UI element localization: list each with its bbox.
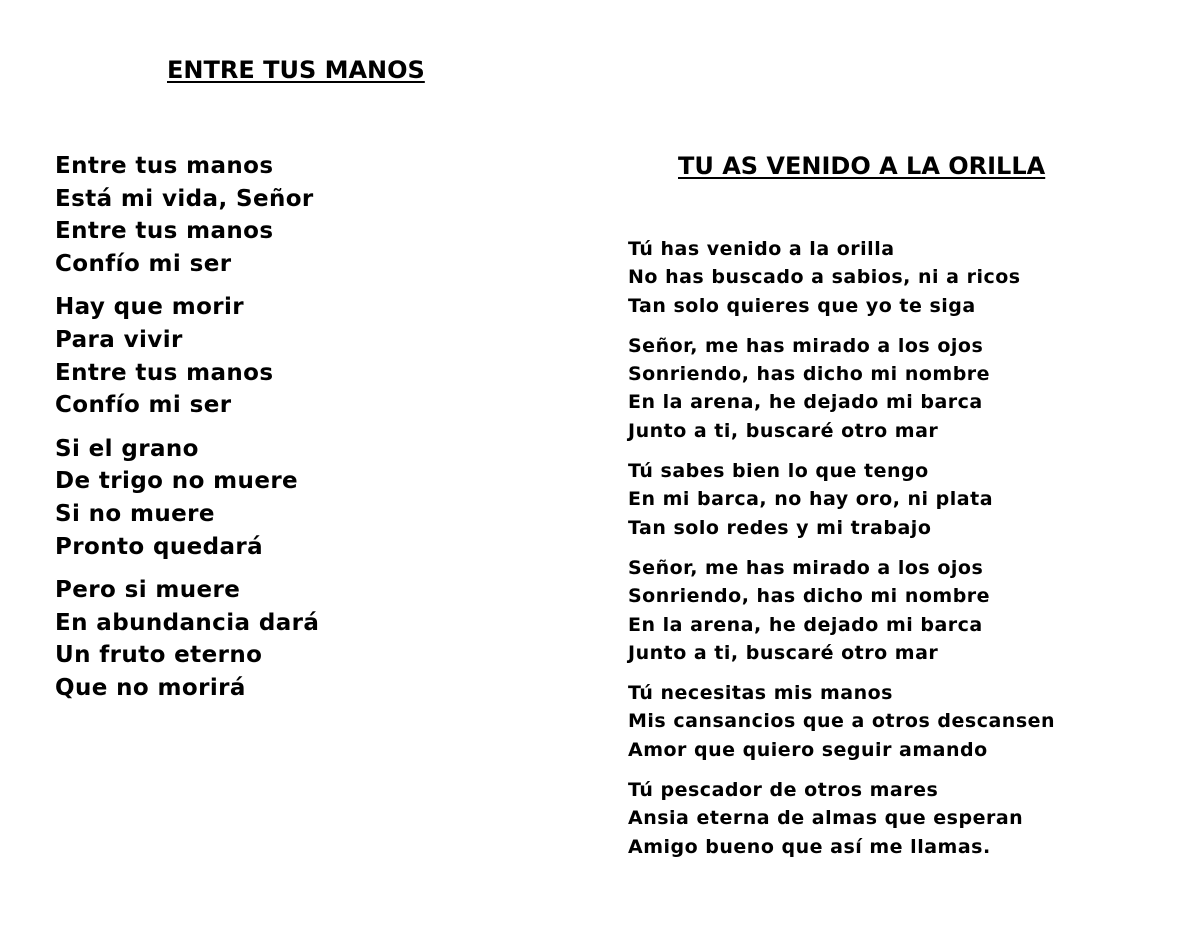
lyric-line: Sonriendo, has dicho mi nombre xyxy=(628,585,991,608)
lyric-line: Señor, me has mirado a los ojos xyxy=(628,556,984,579)
lyric-line: En abundancia dará xyxy=(55,609,320,636)
stanza xyxy=(628,332,1055,445)
lyric-line: Está mi vida, Señor xyxy=(55,185,314,212)
song-title: TU AS VENIDO A LA ORILLA xyxy=(678,152,1046,180)
stanza xyxy=(55,291,319,421)
lyric-line: En la arena, he dejado mi barca xyxy=(628,613,983,636)
lyric-line: Entre tus manos xyxy=(55,359,274,386)
lyric-line: Tan solo redes y mi trabajo xyxy=(628,516,932,539)
lyric-line: Tú has venido a la orilla xyxy=(628,238,895,260)
stanza xyxy=(55,433,319,563)
lyric-line: Tú pescador de otros mares xyxy=(628,779,939,802)
lyric-line: Pronto quedará xyxy=(55,533,264,560)
lyric-line: Un fruto eterno xyxy=(55,642,263,669)
lyric-line: Para vivir xyxy=(55,326,183,353)
stanza xyxy=(628,776,1055,861)
lyric-line: Si el grano xyxy=(55,435,199,462)
lyric-line: Hay que morir xyxy=(55,294,245,321)
lyrics xyxy=(628,235,1055,861)
stanza xyxy=(628,679,1055,764)
lyric-line: Tú necesitas mis manos xyxy=(628,682,893,705)
lyric-line: Tan solo quieres que yo te siga xyxy=(628,294,976,317)
lyric-line: Que no morirá xyxy=(55,674,246,701)
lyric-line: Confío mi ser xyxy=(55,250,232,277)
lyric-line: En mi barca, no hay oro, ni plata xyxy=(628,488,994,511)
lyric-line: Tú sabes bien lo que tengo xyxy=(628,460,929,483)
lyrics xyxy=(55,150,319,705)
lyric-line: Amigo bueno que así me llamas. xyxy=(628,835,991,858)
lyric-line: Mis cansancios que a otros descansen xyxy=(628,710,1056,733)
stanza xyxy=(55,150,319,280)
lyric-line: Junto a ti, buscaré otro mar xyxy=(628,641,939,664)
stanza xyxy=(628,457,1055,542)
lyric-line: Pero si muere xyxy=(55,577,241,604)
lyric-line: Ansia eterna de almas que esperan xyxy=(628,807,1024,830)
lyric-line: No has buscado a sabios, ni a ricos xyxy=(628,266,1021,289)
lyric-line: Señor, me has mirado a los ojos xyxy=(628,334,984,357)
lyric-line: Entre tus manos xyxy=(55,218,274,245)
lyric-line: Si no muere xyxy=(55,500,215,527)
stanza xyxy=(628,554,1055,667)
lyric-line: Sonriendo, has dicho mi nombre xyxy=(628,363,991,386)
lyric-line: Entre tus manos xyxy=(55,153,274,179)
stanza xyxy=(628,235,1055,320)
lyric-line: En la arena, he dejado mi barca xyxy=(628,391,983,414)
song-title: ENTRE TUS MANOS xyxy=(167,56,425,84)
lyric-line: Confío mi ser xyxy=(55,392,232,419)
lyric-line: Amor que quiero seguir amando xyxy=(628,738,988,761)
lyric-line: De trigo no muere xyxy=(55,468,299,495)
stanza xyxy=(55,574,319,704)
lyric-line: Junto a ti, buscaré otro mar xyxy=(628,419,939,442)
